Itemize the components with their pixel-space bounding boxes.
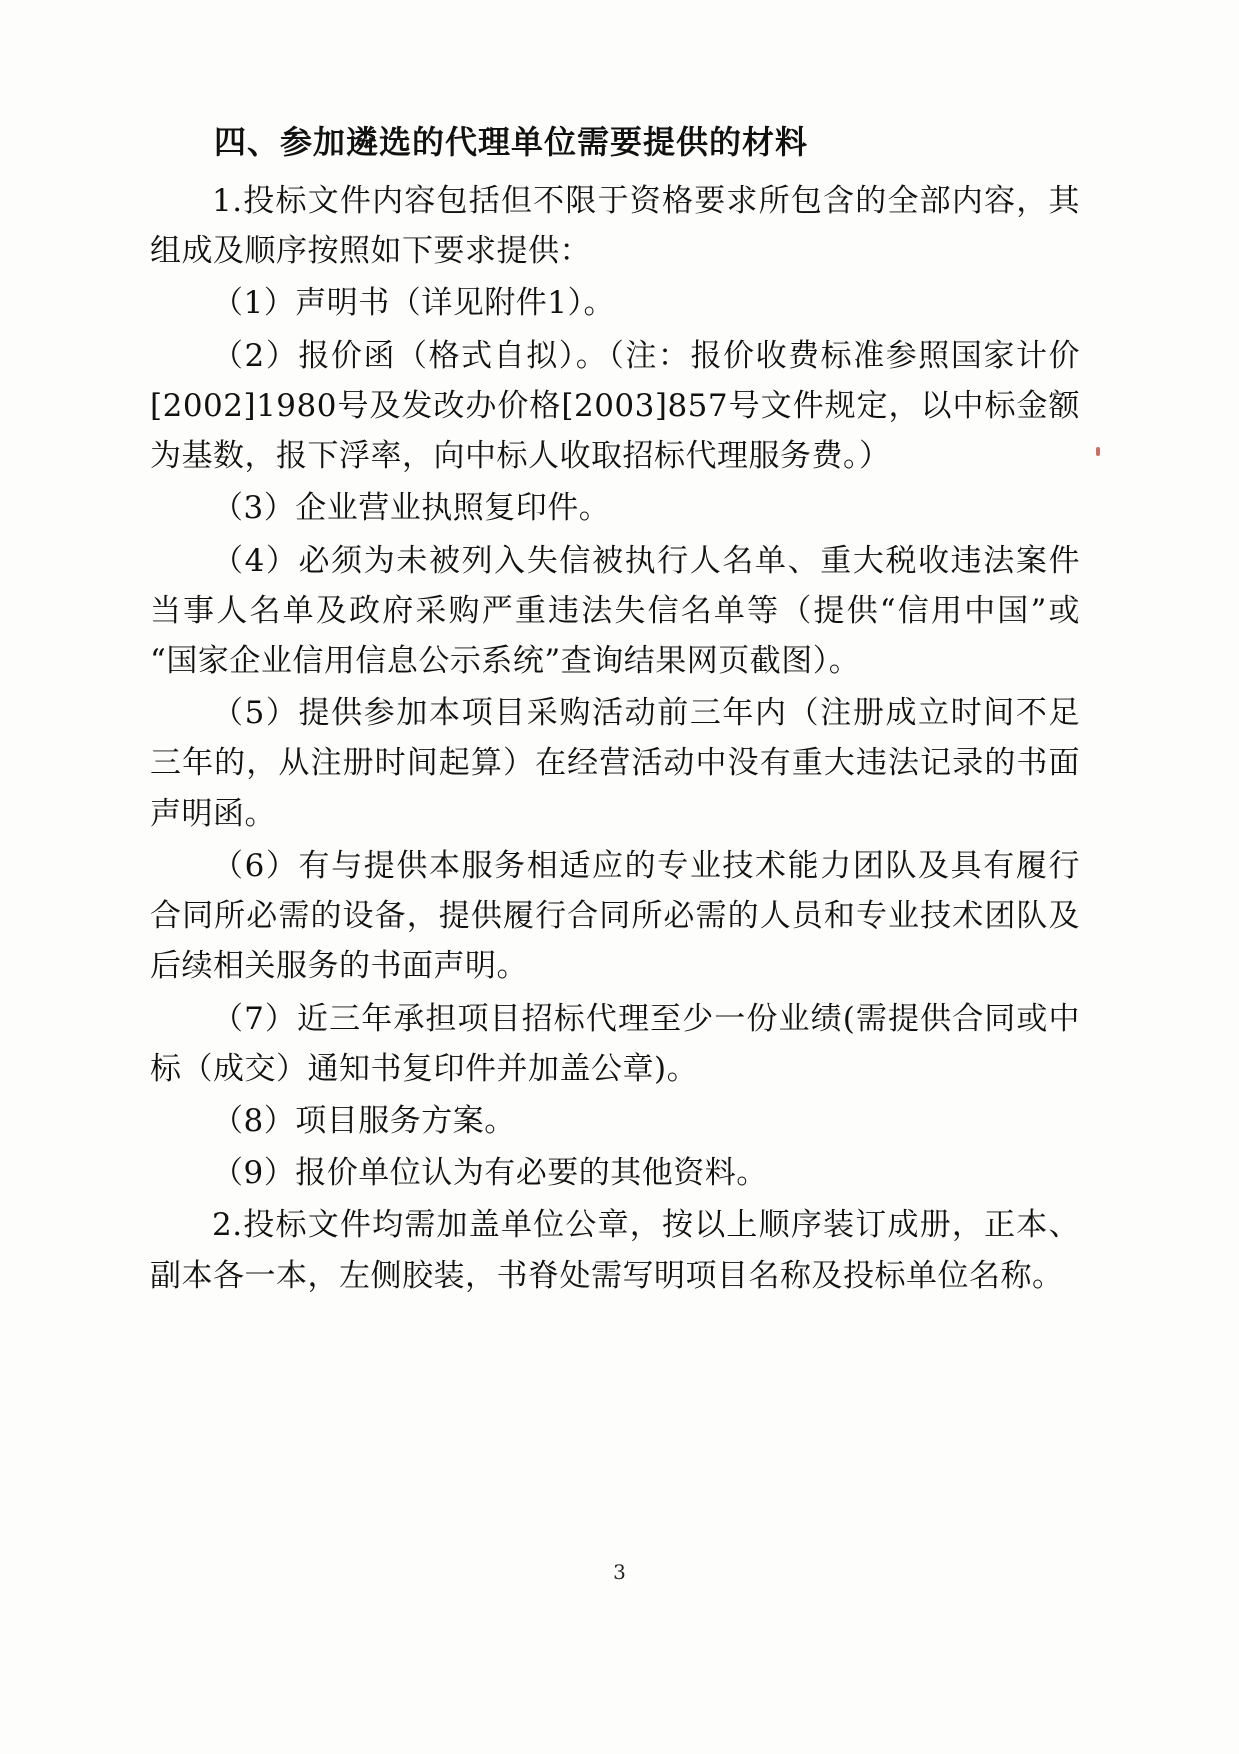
page-number: 3 — [613, 1560, 626, 1584]
paragraph-item-3: （3）企业营业执照复印件。 — [212, 490, 611, 527]
section-heading: 四、参加遴选的代理单位需要提供的材料 — [214, 123, 809, 161]
paragraph-1: 1.投标文件内容包括但不限于资格要求所包含的全部内容，其组成及顺序按照如下要求提供： — [150, 183, 1080, 270]
document-body — [150, 118, 1080, 1303]
paragraph-item-9: （9）报价单位认为有必要的其他资料。 — [212, 1155, 768, 1192]
paragraph-item-8: （8）项目服务方案。 — [212, 1102, 516, 1139]
paragraph-item-1: （1）声明书（详见附件1）。 — [212, 285, 615, 322]
paragraph-item-7: （7）近三年承担项目招标代理至少一份业绩(需提供合同或中标（成交）通知书复印件并加盖公章)。 — [150, 1000, 1080, 1087]
margin-mark — [1096, 447, 1100, 456]
paragraph-item-4: （4）必须为未被列入失信被执行人名单、重大税收违法案件当事人名单及政府采购严重违法失信名单等（提供“信用中国”或“国家企业信用信息公示系统”查询结果网页截图）。 — [150, 542, 1080, 679]
paragraph-2: 2.投标文件均需加盖单位公章，按以上顺序装订成册，正本、副本各一本，左侧胶装，书脊处需写明项目名称及投标单位名称。 — [150, 1207, 1080, 1294]
paragraph-item-2: （2）报价函（格式自拟）。（注：报价收费标准参照国家计价[2002]1980号及发改办价格[2003]857号文件规定，以中标金额为基数，报下浮率，向中标人收取招标代理服务费。） — [150, 337, 1080, 475]
paragraph-item-6: （6）有与提供本服务相适应的专业技术能力团队及具有履行合同所必需的设备，提供履行合同所必需的人员和专业技术团队及后续相关服务的书面声明。 — [150, 847, 1080, 985]
paragraph-item-5: （5）提供参加本项目采购活动前三年内（注册成立时间不足三年的，从注册时间起算）在经营活动中没有重大违法记录的书面声明函。 — [150, 695, 1080, 832]
